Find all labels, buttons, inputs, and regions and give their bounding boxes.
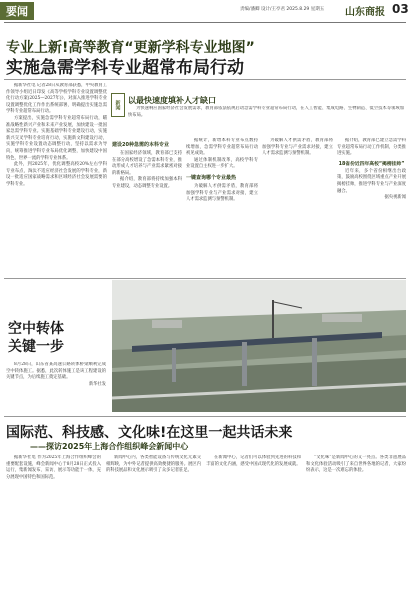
newspaper-brand: 山东商报: [345, 7, 385, 18]
paragraph: 8月28日，山东省某高速公路转体桥梁顺利完成空中转体施工。据悉，此次转体施工是该工程建设的关键节点，为后续施工奠定基础。: [6, 362, 106, 381]
story1-title-line1: 专业上新!高等教育“更新学科专业地图”: [6, 40, 255, 56]
story3-title: 国际范、科技感、文化味!在这里一起共话未来: [6, 425, 293, 441]
paragraph: 方案提出，实施急需学科专业超常布局行动，瞄准战略性新兴产业和未来产业发展，加快建设一批国家急需学科专业。实施基础学科专业建设行动，实施新兴交叉学科专业培育行动，实施新文科建设行动，实施学科专业设置动态调整行动，坚持以需求为导向，统筹推进学科专业布局优化调整，加快建设中国特色、世界一流的学科专业体系。: [6, 115, 107, 161]
header-rule: [4, 22, 406, 23]
story1-col1: [6, 83, 107, 278]
divider: [4, 416, 406, 417]
paragraph: “文化味”是新闻中心的又一亮点。各类非遗展品和文化体验活动吸引了来自世界各地的记者，大家纷纷表示，这是一次难忘的体验。: [306, 455, 406, 474]
paragraph: 通过体制机制改革，高校学科专业设置自主权进一步扩大。: [186, 157, 258, 170]
paragraph: 为快速响应国家经济社会发展需求，教育部依法依规启动急需学科专业超常布局行动，在人工智能、集成电路、生物制造、低空技术等领域加快布局。: [128, 106, 404, 118]
story1-title-line2: 实施急需学科专业超常布局行动: [6, 58, 244, 78]
photo-credit: 新华社发: [88, 381, 106, 387]
story1-col5: [337, 138, 406, 276]
page-meta: 责编/潘卿 设计/王亭君 2025.8.29 星期五: [240, 7, 325, 12]
paragraph: 为破解人才供需矛盾，教育部将加强学科专业与产业需求对接，建立人才需求监测与预警机制。: [186, 183, 258, 203]
bridge-photo-image: [112, 280, 406, 412]
divider: [4, 278, 406, 279]
paragraph: 在国家经济领域，教育部已支持在部分高校增设了急需本科专业，推动形成人才培养与产业需求紧密对接的新格局。: [112, 151, 182, 176]
story2-title-line2: 关键一步: [8, 339, 64, 355]
story1-col2: [112, 138, 182, 276]
story3-col4: [306, 455, 406, 599]
paragraph: 此外，到2025年，优化调整高校20%左右学科专业布点，淘汰不适应经济社会发展的学科专业，新设一批适应国家战略需求和区域经济社会发展需要的学科专业。: [6, 162, 107, 187]
paragraph: 据统计，新增本科专业布点数持续增加，急需学科专业超常布局行动初见成效。: [186, 138, 258, 157]
divider: [4, 79, 406, 80]
paragraph: 近年来，多个省份相继出台政策，鼓励高校围绕区域重点产业开展揭榜挂帅，推进学科专业与产业深度融合。: [337, 168, 406, 194]
paragraph: 在新闻中心，记者们可以体验到先进的科技和丰富的文化内涵，感受中国式现代化的发展成就。: [206, 455, 301, 467]
subhead: 18省份近四年高校“揭榜挂帅”: [338, 161, 405, 167]
subhead: 一键查询哪个专业最热: [186, 174, 237, 181]
story3-col1: [6, 455, 101, 599]
subhead: 建设20种急需的本科专业: [112, 142, 169, 148]
section-tag: 要闻: [0, 2, 34, 20]
story2-title: [8, 320, 64, 356]
page-number: 03: [392, 2, 409, 16]
story1-lead-text: [128, 106, 404, 132]
paragraph: 据介绍，教育部将持续加强本科专业建设，动态调整专业设置。: [112, 177, 182, 189]
paragraph: 据介绍，教育部已建立急需学科专业超常布局行动工作机制，分类推进实施。: [337, 138, 406, 157]
lead-badge: 新闻: [111, 93, 125, 117]
paragraph: 据新华社电 记者28日从教育部获悉，中央教育工作领导小组近日印发《高等学校学科专业设置调整优化行动方案(2025—2027年)》，对深入推进学科专业设置调整优化工作作出系统部署，明确提出实施急需学科专业超常布局行动。: [6, 83, 107, 115]
story2-title-line1: 空中转体: [8, 321, 64, 337]
paragraph: 为破解人才供需矛盾，教育部将加强学科专业与产业需求对接，建立人才需求监测与预警机制。: [262, 138, 333, 157]
story3-col3: [206, 455, 301, 599]
story3-subtitle: ——探访2025年上海合作组织峰会新闻中心: [30, 442, 189, 451]
story1-col3: [186, 138, 258, 276]
paragraph: 据新华社电 作为2025年上海合作组织峰会的重要配套设施，峰会新闻中心于8月28日正式投入运行，集新闻发布、采访、展示等功能于一体，充分展现中国特色和国际范。: [6, 455, 101, 480]
story1-lead-title: 以最快速度填补人才缺口: [128, 96, 216, 105]
story1-col4: [262, 138, 333, 276]
source-credit: 据央视新闻: [384, 195, 406, 201]
bridge-photo: [112, 280, 406, 412]
page-header: [0, 0, 410, 24]
story3-col2: [106, 455, 201, 599]
story2-body: [6, 362, 106, 412]
paragraph: 新闻中心内，各类智能设备与传统文化元素交相辉映，为中外记者提供高效便捷的服务。展区内的科技展品和文化展示吸引了众多记者驻足。: [106, 455, 201, 474]
